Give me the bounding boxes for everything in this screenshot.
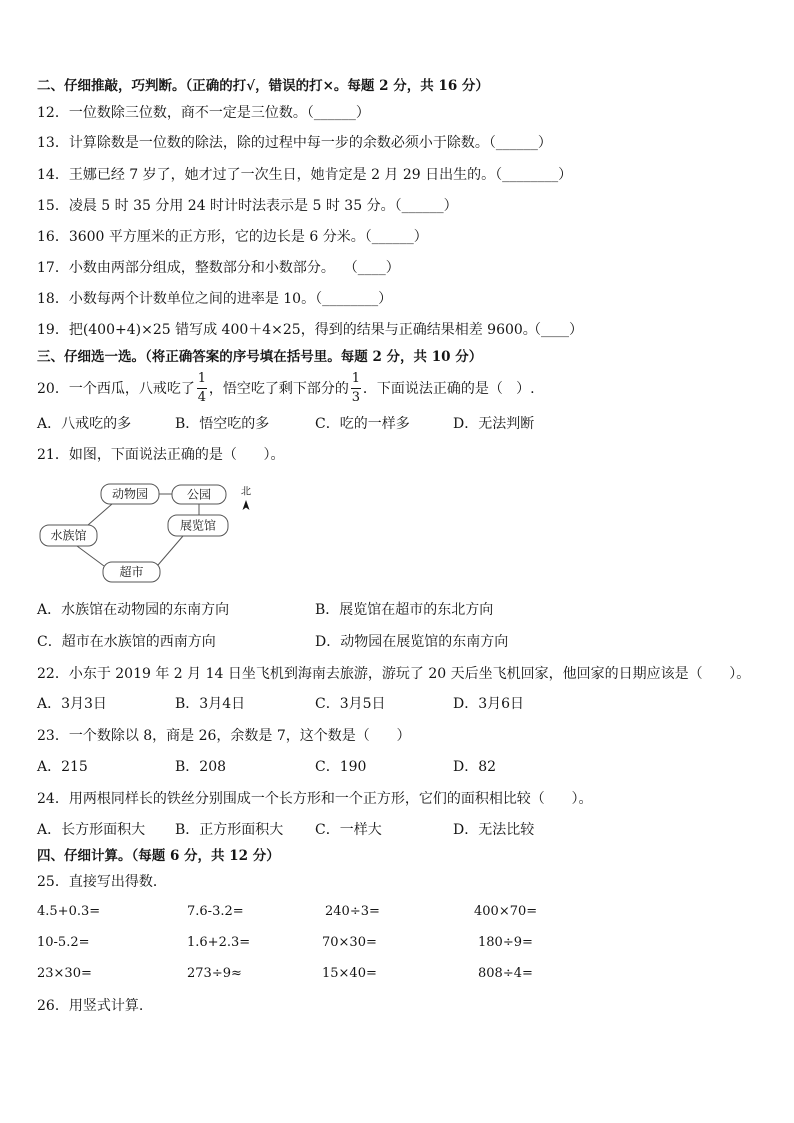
map-line-zoo-aquarium	[88, 504, 112, 525]
question-14: 14．王娜已经 7 岁了，她才过了一次生日，她肯定是 2 月 29 日出生的。（________）	[37, 167, 573, 183]
fraction-2-denominator: 3	[351, 389, 360, 405]
question-23-option-a: A．215	[37, 759, 88, 775]
fraction-2-bar	[351, 388, 361, 389]
question-22-option-b: B．3月4日	[175, 696, 246, 712]
map-node-zoo-label: 动物园	[111, 487, 149, 501]
section-2-title: 二、仔细推敲，巧判断。（正确的打√，错误的打×。每题 2 分，共 16 分）	[37, 78, 489, 94]
section-4-title: 四、仔细计算。（每题 6 分，共 12 分）	[37, 848, 280, 864]
question-23-option-b: B．208	[175, 759, 227, 775]
question-22-option-a: A．3月3日	[37, 696, 107, 712]
question-26: 26．用竖式计算.	[37, 998, 144, 1014]
calc-item: 70×30=	[322, 935, 377, 950]
fraction-1-denominator: 4	[197, 389, 206, 405]
question-22: 22．小东于 2019 年 2 月 14 日坐飞机到海南去旅游，游玩了 20 天后坐飞机回家，他回家的日期应该是（ ）。	[37, 666, 751, 682]
question-20-text-part-2: ，悟空吃了剩下部分的	[208, 381, 349, 397]
question-18: 18．小数每两个计数单位之间的进率是 10。（________）	[37, 291, 393, 307]
question-21: 21．如图，下面说法正确的是（ ）。	[37, 447, 285, 463]
question-24: 24．用两根同样长的铁丝分别围成一个长方形和一个正方形，它们的面积相比较（ ）。	[37, 791, 593, 807]
question-21-option-d: D．动物园在展览馆的东南方向	[315, 634, 509, 650]
calc-item: 15×40=	[322, 966, 377, 981]
question-15: 15．凌晨 5 时 35 分用 24 时计时法表示是 5 时 35 分。（______）	[37, 198, 458, 214]
question-25: 25．直接写出得数．	[37, 874, 167, 890]
map-node-supermarket-label: 超市	[119, 565, 144, 579]
question-21-option-a: A．水族馆在动物园的东南方向	[37, 602, 230, 618]
calc-item: 808÷4=	[478, 966, 533, 981]
question-24-option-c: C．一样大	[315, 822, 382, 838]
calc-item: 4.5+0.3=	[37, 904, 101, 919]
question-12: 12．一位数除三位数，商不一定是三位数。（______）	[37, 105, 370, 121]
question-20-text-part-1: 20．一个西瓜，八戒吃了	[37, 381, 195, 397]
question-20-option-b: B．悟空吃的多	[175, 416, 270, 432]
calc-item: 240÷3=	[325, 904, 380, 919]
question-19-answer-blank: （____）	[527, 322, 583, 338]
map-node-aquarium-label: 水族馆	[50, 528, 87, 543]
calc-item: 400×70=	[474, 904, 538, 919]
fraction-1-numerator: 1	[197, 370, 206, 386]
question-13: 13．计算除数是一位数的除法，除的过程中每一步的余数必须小于除数。（______）	[37, 135, 552, 151]
question-23-option-d: D．82	[453, 759, 497, 775]
calc-item: 7.6-3.2=	[187, 904, 244, 919]
map-line-aquarium-supermarket	[77, 546, 104, 566]
calc-item: 23×30=	[37, 966, 92, 981]
fraction-one-quarter	[197, 371, 207, 406]
question-21-option-b: B．展览馆在超市的东北方向	[315, 602, 494, 618]
north-label: 北	[241, 486, 251, 498]
question-16: 16．3600 平方厘米的正方形，它的边长是 6 分米。（______）	[37, 229, 428, 245]
map-node-exhibition-hall-label: 展览馆	[179, 518, 217, 533]
question-19: 19．把(400+4)×25 错写成 400＋4×25，得到的结果与正确结果相差 9600。	[37, 322, 537, 338]
question-20-option-d: D．无法判断	[453, 416, 535, 432]
question-20-option-c: C．吃的一样多	[315, 416, 410, 432]
question-20	[37, 368, 535, 408]
calc-item: 180÷9=	[478, 935, 533, 950]
map-node-park-label: 公园	[186, 487, 212, 502]
direction-map-diagram	[36, 478, 262, 588]
section-3-title: 三、仔细选一选。（将正确答案的序号填在括号里。每题 2 分，共 10 分）	[37, 349, 483, 365]
map-line-supermarket-exhibition-hall	[158, 536, 183, 565]
question-20-text-part-3: ．下面说法正确的是（ ）.	[362, 381, 535, 397]
fraction-one-third	[351, 371, 361, 406]
question-24-option-d: D．无法比较	[453, 822, 535, 838]
question-22-option-d: D．3月6日	[453, 696, 525, 712]
question-23: 23．一个数除以 8，商是 26，余数是 7，这个数是（ ）	[37, 728, 411, 744]
calc-item: 273÷9≈	[187, 966, 242, 981]
north-arrow-icon	[243, 500, 250, 510]
question-24-option-b: B．正方形面积大	[175, 822, 284, 838]
question-23-option-c: C．190	[315, 759, 367, 775]
question-17: 17．小数由两部分组成，整数部分和小数部分。 （____）	[37, 260, 400, 276]
calc-item: 1.6+2.3=	[187, 935, 251, 950]
question-22-option-c: C．3月5日	[315, 696, 386, 712]
fraction-2-numerator: 1	[351, 370, 360, 386]
question-20-option-a: A．八戒吃的多	[37, 416, 132, 432]
calc-item: 10-5.2=	[37, 935, 90, 950]
question-24-option-a: A．长方形面积大	[37, 822, 146, 838]
fraction-1-bar	[197, 388, 207, 389]
question-21-option-c: C．超市在水族馆的西南方向	[37, 634, 216, 650]
